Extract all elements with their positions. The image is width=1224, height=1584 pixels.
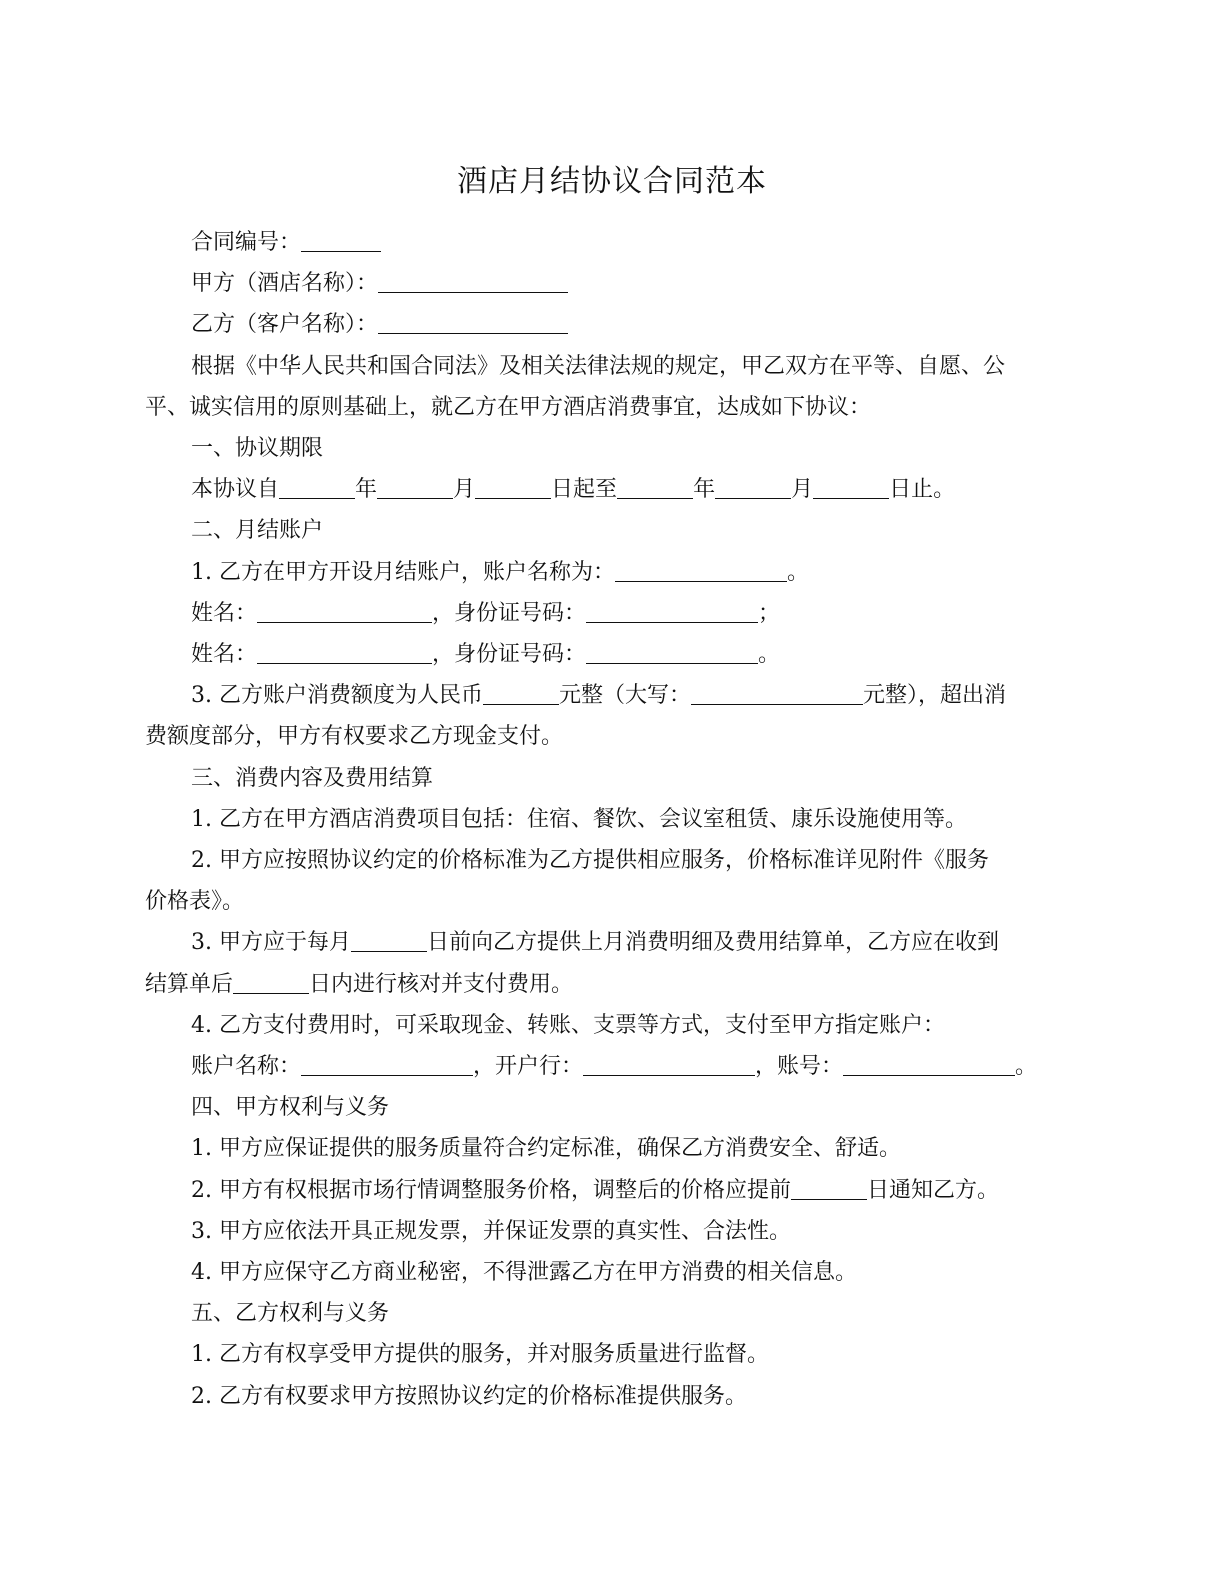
section-3-item-4: 4. 乙方支付费用时，可采取现金、转账、支票等方式，支付至甲方指定账户： [191,1012,945,1038]
account-name-blank [615,557,787,582]
document-title: 酒店月结协议合同范本 [457,164,767,199]
section-5-item-1: 1. 乙方有权享受甲方提供的服务，并对服务质量进行监督。 [191,1342,769,1368]
credit-limit-end: 元整），超出消 [863,683,1007,709]
credit-limit-line-cont: 费额度部分，甲方有权要求乙方现金支付。 [145,724,564,750]
party-a-line [145,263,1075,304]
id-number-blank [586,639,758,664]
credit-limit-upper-label: 元整（大写： [558,683,691,709]
term-from-label: 本协议自 [191,477,280,503]
party-a-blank [378,268,568,293]
name-label: 姓名： [191,600,258,626]
billing-day-text: 日前向乙方提供上月消费明细及费用结算单，乙方应在收到 [426,930,999,956]
day-end-label: 日止。 [889,477,956,503]
account-name-label: 1. 乙方在甲方开设月结账户，账户名称为： [191,559,615,585]
section-4-item-3: 3. 甲方应依法开具正规发票，并保证发票的真实性、合法性。 [191,1218,791,1244]
credit-limit-upper-blank [691,680,863,705]
month-label: 月 [791,477,814,503]
name-blank [257,598,432,623]
authorized-person-line-2 [145,634,1075,675]
account-number-blank [843,1051,1015,1076]
end-year-blank [617,474,693,499]
section-3-item-1: 1. 乙方在甲方酒店消费项目包括：住宿、餐饮、会议室租赁、康乐设施使用等。 [191,806,967,832]
account-name-line [145,552,1075,593]
notice-days-blank [791,1175,867,1200]
section-3-item-2-cont: 价格表》。 [145,889,245,915]
bank-account-name-label: 账户名称： [191,1054,302,1080]
contract-number-blank [301,227,381,252]
id-number-blank [586,598,758,623]
billing-day-label: 3. 甲方应于每月 [191,930,351,956]
section-3-item-2: 2. 甲方应按照协议约定的价格标准为乙方提供相应服务，价格标准详见附件《服务 [191,848,989,874]
authorized-person-line-1 [145,593,1075,634]
day-to-label: 日起至 [551,477,618,503]
period-mark: 。 [758,642,781,668]
party-b-label: 乙方（客户名称）： [191,312,379,338]
payment-days-text: 日内进行核对并支付费用。 [309,971,574,997]
month-label: 月 [453,477,476,503]
credit-limit-line [145,675,1075,716]
contract-number-line [145,222,1075,263]
id-number-label: ，身份证号码： [432,600,587,626]
credit-limit-label: 3. 乙方账户消费额度为人民币 [191,683,483,709]
preamble-line-2: 平、诚实信用的原则基础上，就乙方在甲方酒店消费事宜，达成如下协议： [145,394,872,420]
section-4-item-1: 1. 甲方应保证提供的服务质量符合约定标准，确保乙方消费安全、舒适。 [191,1136,901,1162]
id-number-label: ，身份证号码： [432,642,587,668]
name-blank [257,639,432,664]
period-mark: 。 [787,559,810,585]
period-mark: 。 [1015,1054,1038,1080]
contract-body [145,222,1075,1417]
year-label: 年 [693,477,716,503]
bank-name-blank [583,1051,755,1076]
end-day-blank [813,474,889,499]
start-day-blank [475,474,551,499]
payment-days-blank [233,969,309,994]
billing-day-blank [351,927,427,952]
section-4-item-2 [145,1170,1075,1211]
start-year-blank [279,474,355,499]
semicolon-mark: ； [758,600,781,626]
section-2-heading: 二、月结账户 [191,518,324,544]
preamble-line-1: 根据《中华人民共和国合同法》及相关法律法规的规定，甲乙双方在平等、自愿、公 [191,353,1006,379]
notice-days-text: 日通知乙方。 [867,1177,1000,1203]
start-month-blank [377,474,453,499]
section-3-item-3 [145,922,1075,963]
term-line [145,469,1075,510]
party-b-blank [378,309,568,334]
section-4-heading: 四、甲方权利与义务 [191,1095,390,1121]
party-a-label: 甲方（酒店名称）： [191,271,379,297]
payment-days-label: 结算单后 [145,971,234,997]
bank-account-name-blank [301,1051,473,1076]
section-4-item-4: 4. 甲方应保守乙方商业秘密，不得泄露乙方在甲方消费的相关信息。 [191,1260,857,1286]
credit-limit-blank [483,680,559,705]
end-month-blank [715,474,791,499]
section-3-heading: 三、消费内容及费用结算 [191,765,434,791]
section-5-item-2: 2. 乙方有权要求甲方按照协议约定的价格标准提供服务。 [191,1383,747,1409]
account-number-label: ，账号： [755,1054,844,1080]
section-1-heading: 一、协议期限 [191,436,324,462]
notice-days-label: 2. 甲方有权根据市场行情调整服务价格，调整后的价格应提前 [191,1177,791,1203]
party-b-line [145,304,1075,345]
section-3-item-3-cont [145,964,1075,1005]
bank-account-line [145,1046,1075,1087]
name-label: 姓名： [191,642,258,668]
bank-name-label: ，开户行： [473,1054,584,1080]
contract-number-label: 合同编号： [191,230,302,255]
year-label: 年 [355,477,378,503]
section-5-heading: 五、乙方权利与义务 [191,1301,390,1327]
